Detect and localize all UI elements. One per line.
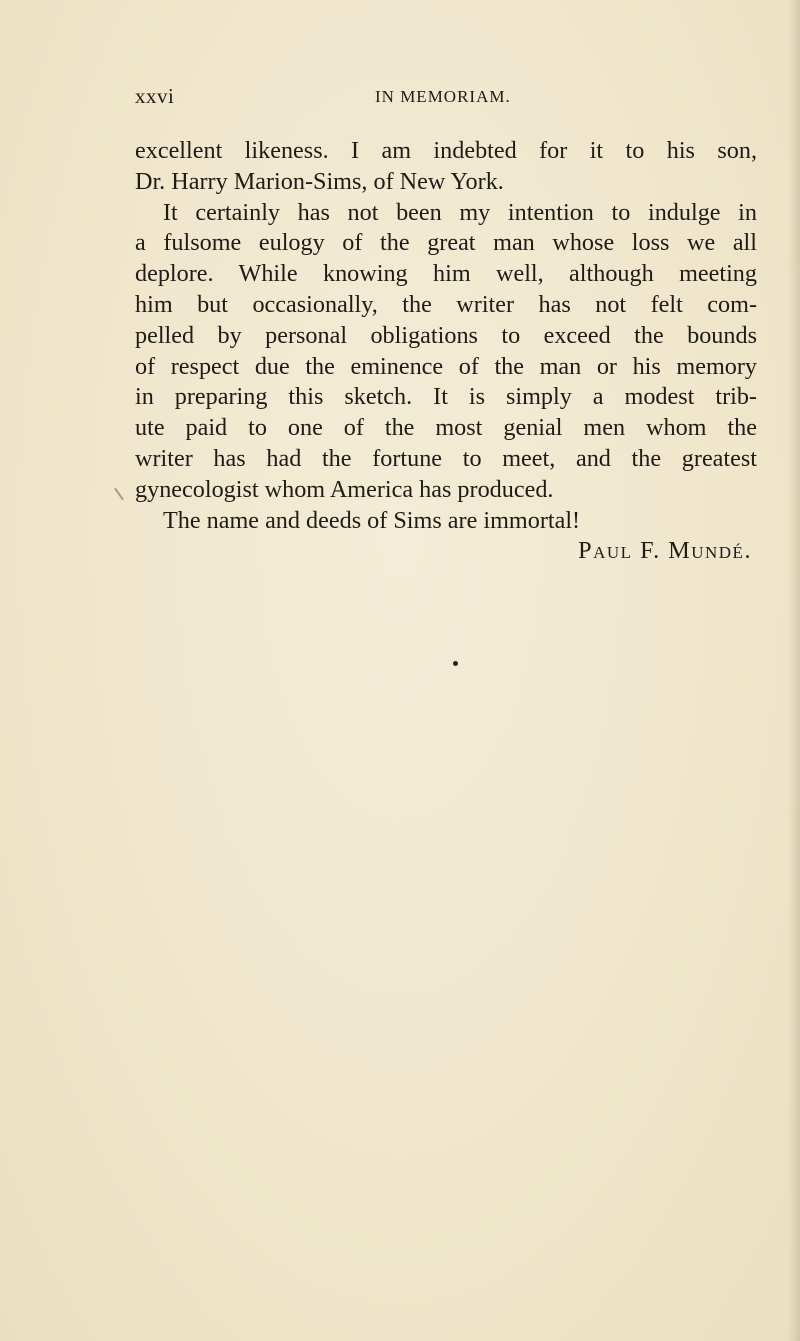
ink-speck bbox=[453, 661, 458, 666]
text-line: in preparing this sketch. It is simply a modest trib- bbox=[135, 383, 757, 411]
author-signature: Paul F. Mundé. bbox=[578, 537, 752, 565]
text-line: of respect due the eminence of the man or his memory bbox=[135, 352, 757, 380]
page-header bbox=[135, 84, 757, 110]
text-line: a fulsome eulogy of the great man whose loss we all bbox=[135, 229, 757, 257]
text-line: gynecologist whom America has produced. bbox=[135, 475, 554, 503]
text-line: deplore. While knowing him well, although meeting bbox=[135, 260, 757, 288]
text-line: him but occasionally, the writer has not felt com- bbox=[135, 290, 757, 318]
margin-mark bbox=[114, 488, 124, 501]
running-head: IN MEMORIAM. bbox=[375, 87, 511, 106]
text-line: pelled by personal obligations to exceed the bounds bbox=[135, 321, 757, 349]
text-line: writer has had the fortune to meet, and the greatest bbox=[135, 444, 757, 472]
page-number: xxvi bbox=[135, 84, 175, 108]
text-line: excellent likeness. I am indebted for it to his son, bbox=[135, 137, 757, 164]
page-edge-shadow bbox=[788, 0, 800, 1341]
text-line: The name and deeds of Sims are immortal! bbox=[163, 506, 581, 534]
text-line: Dr. Harry Marion-Sims, of New York. bbox=[135, 167, 504, 195]
body-text bbox=[135, 136, 757, 567]
text-line: ute paid to one of the most genial men whom the bbox=[135, 414, 757, 442]
text-line: It certainly has not been my intention to indulge in bbox=[163, 198, 757, 226]
